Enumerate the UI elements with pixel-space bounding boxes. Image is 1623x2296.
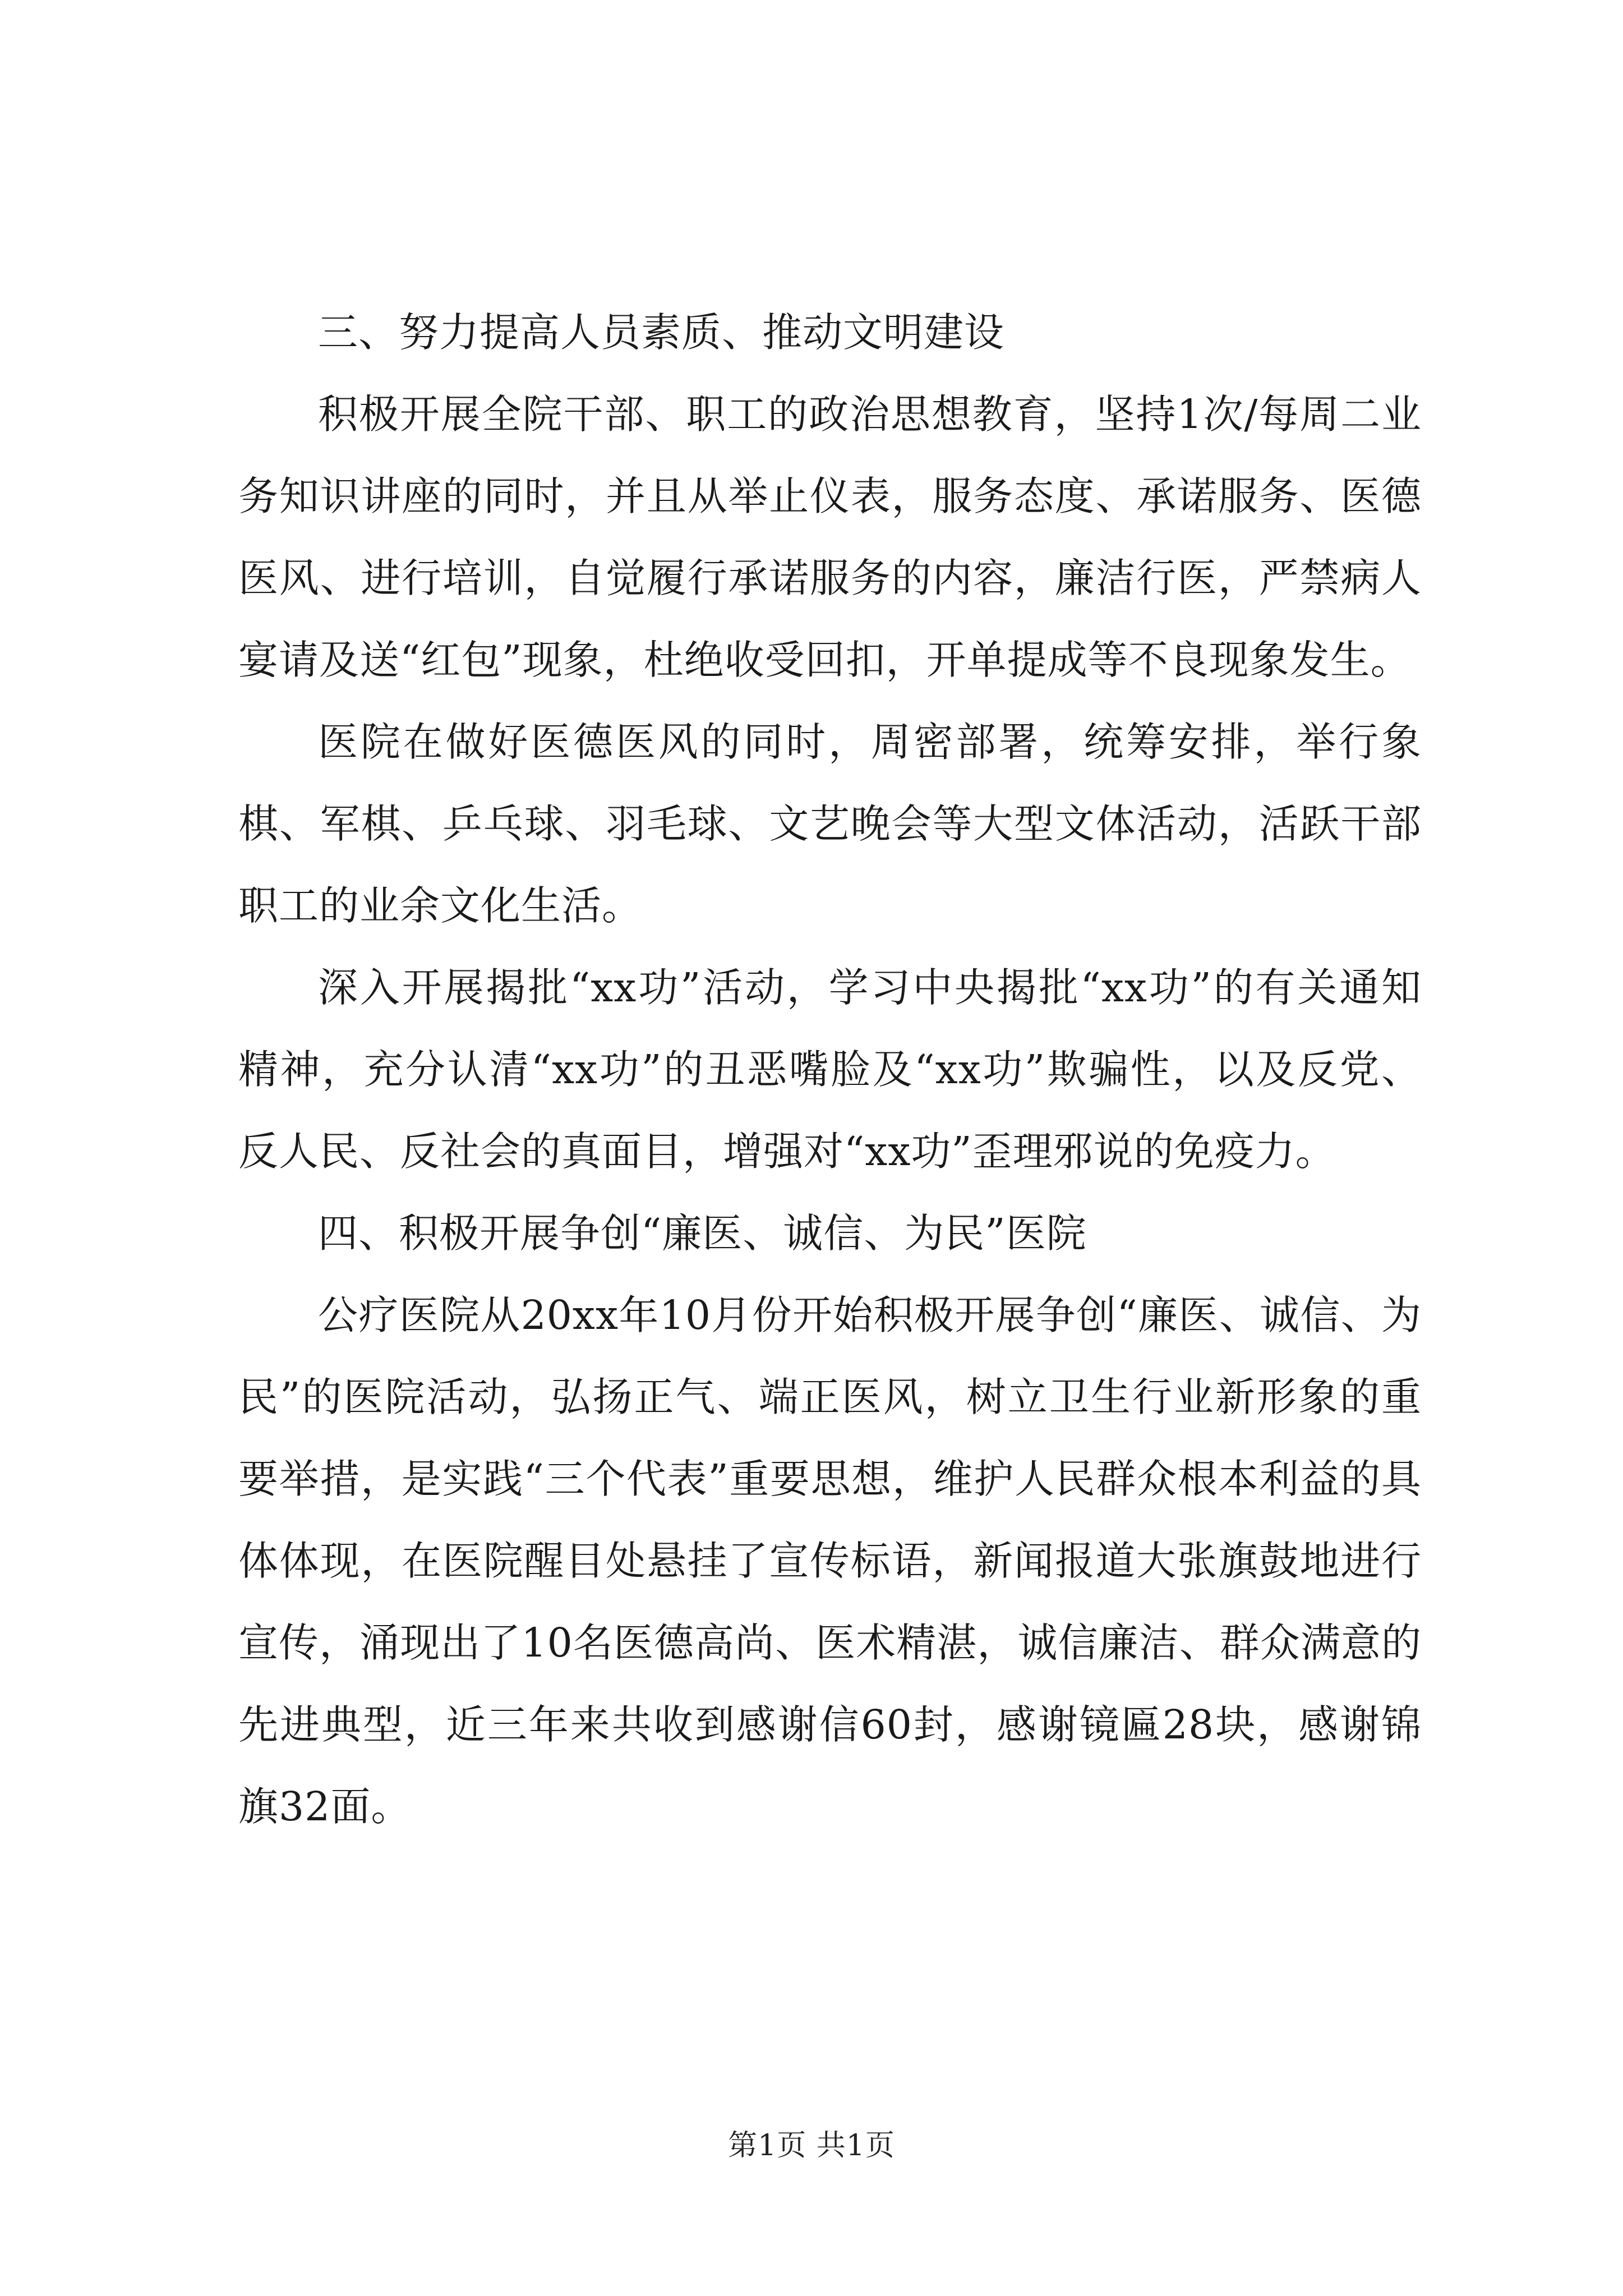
paragraph-hospital-initiative: 公疗医院从20xx年10月份开始积极开展争创“廉医、诚信、为民”的医院活动，弘扬正气、端正医风，树立卫生行业新形象的重要举措，是实践“三个代表”重要思想，维护人民群众根本利益的具体体现，在医院醒目处悬挂了宣传标语，新闻报道大张旗鼓地进行宣传，涌现出了10名医德高尚、医术精湛，诚信廉洁、群众满意的先进典型，近三年来共收到感谢信60封，感谢镜匾28块，感谢锦旗32面。 xyxy=(238,1292,1422,1830)
page-footer: 第1页 共1页 xyxy=(728,2129,895,2162)
section-heading-four: 四、积极开展争创“廉医、诚信、为民”医院 xyxy=(318,1210,1087,1257)
paragraph-cultural-activities: 医院在做好医德医风的同时，周密部署，统筹安排，举行象棋、军棋、乒乓球、羽毛球、文艺晚会等大型文体活动，活跃干部职工的业余文化生活。 xyxy=(238,719,1422,929)
document-body xyxy=(238,292,1422,1848)
paragraph-political-education: 积极开展全院干部、职工的政治思想教育，坚持1次/每周二业务知识讲座的同时，并且从举止仪表，服务态度、承诺服务、医德医风、进行培训，自觉履行承诺服务的内容，廉洁行医，严禁病人宴请及送“红包”现象，杜绝收受回扣，开单提成等不良现象发生。 xyxy=(238,391,1422,683)
section-heading-three: 三、努力提高人员素质、推动文明建设 xyxy=(318,309,1005,356)
paragraph-campaign: 深入开展揭批“xx功”活动，学习中央揭批“xx功”的有关通知精神，充分认清“xx功”的丑恶嘴脸及“xx功”欺骗性，以及反党、反人民、反社会的真面目，增强对“xx功”歪理邪说的免疫力。 xyxy=(238,964,1422,1175)
